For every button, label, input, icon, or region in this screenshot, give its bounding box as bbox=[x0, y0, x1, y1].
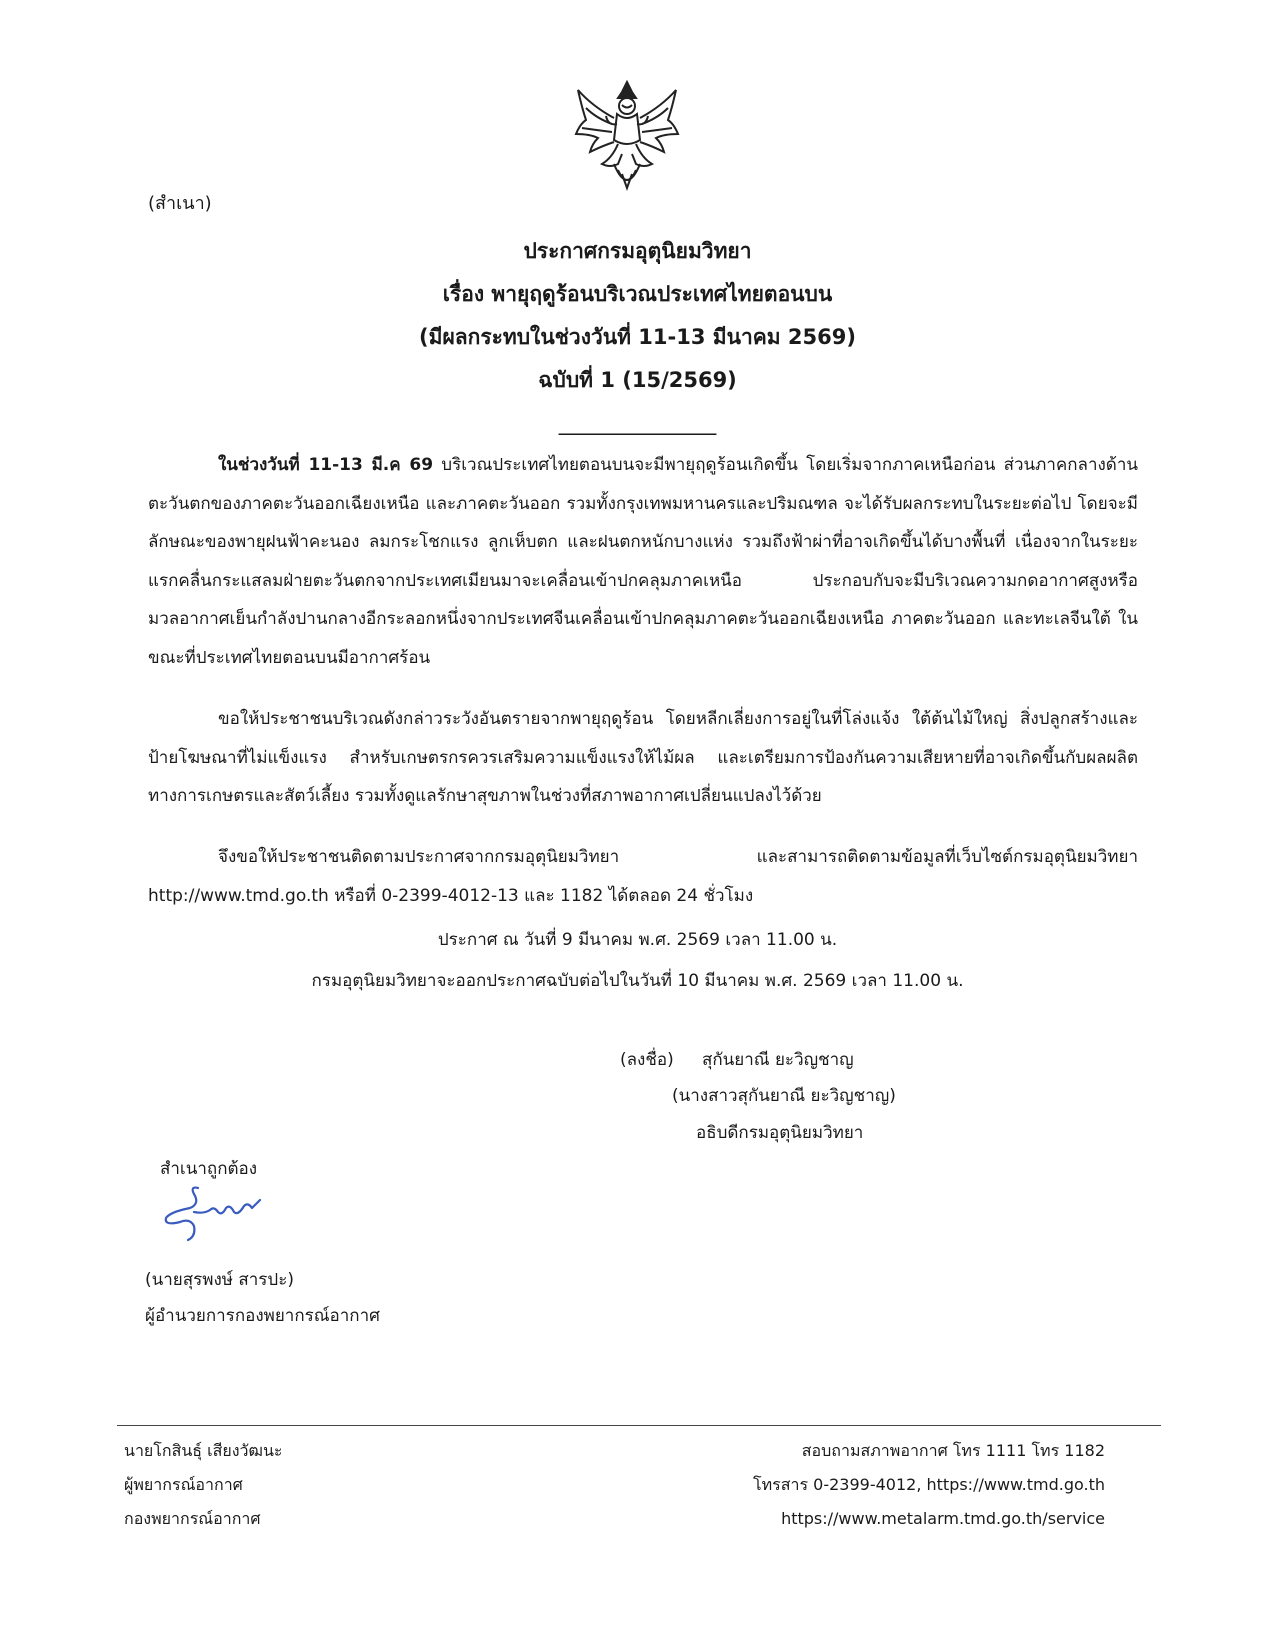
footer-forecaster-info bbox=[124, 1434, 283, 1536]
footer-divider bbox=[117, 1425, 1161, 1426]
signed-label: (ลงชื่อ) bbox=[620, 1050, 674, 1070]
paragraph-follow-up bbox=[148, 838, 1138, 915]
footer-contact-info bbox=[753, 1434, 1105, 1536]
service-link[interactable]: https://www.metalarm.tmd.go.th/service bbox=[781, 1509, 1105, 1528]
paragraph-lead: ในช่วงวันที่ 11-13 มี.ค 69 bbox=[218, 455, 434, 475]
handwritten-signature-icon bbox=[160, 1182, 270, 1244]
subject-line: เรื่อง พายุฤดูร้อนบริเวณประเทศไทยตอนบน bbox=[442, 282, 833, 306]
announce-date: ประกาศ ณ วันที่ 9 มีนาคม พ.ศ. 2569 เวลา 11.00 น. bbox=[437, 930, 838, 950]
signatory-full-name: (นางสาวสุกันยาณี ยะวิญชาญ) bbox=[672, 1086, 896, 1106]
paragraph-text: บริเวณประเทศไทยตอนบนจะมีพายุฤดูร้อนเกิดขึ้น โดยเริ่มจากภาคเหนือก่อน ส่วนภาคกลางด้านตะวันตกของภาคตะวันออกเฉียงเหนือ และภาคตะวันออก รวมทั้งกรุงเทพมหานครและปริมณฑล จะได้รับผลกระทบในระยะต่อไป โดยจะมีลักษณะของพายุฝนฟ้าคะนอง ลมกระโชกแรง ลูกเห็บตก และฝนตกหนักบางแห่ง รวมถึงฟ้าผ่าที่อาจเกิดขึ้นได้บางพื้นที่ เนื่องจากในระยะแรกคลื่นกระแสลมฝ่ายตะวันตกจากประเทศเมียนมาจะเคลื่อนเข้าปกคลุมภาคเหนือ ประกอบกับจะมีบริเวณความกดอากาศสูงหรือมวลอากาศเย็นกำลังปานกลางอีกระลอกหนึ่งจากประเทศจีนเคลื่อนเข้าปกคลุมภาคตะวันออกเฉียงเหนือ ภาคตะวันออก และทะเลจีนใต้ ในขณะที่ประเทศไทยตอนบนมีอากาศร้อน bbox=[148, 455, 1139, 668]
issue-number: ฉบับที่ 1 (15/2569) bbox=[538, 368, 737, 392]
paragraph-situation bbox=[148, 446, 1138, 677]
paragraph-advice bbox=[148, 700, 1138, 816]
certifier-name: (นายสุรพงษ์ สารปะ) bbox=[145, 1270, 294, 1290]
forecaster-role: ผู้พยากรณ์อากาศ bbox=[124, 1475, 243, 1494]
contact-fax-website: โทรสาร 0-2399-4012, https://www.tmd.go.th bbox=[753, 1475, 1105, 1494]
announcement-heading bbox=[0, 230, 1275, 445]
copy-label: (สำเนา) bbox=[148, 193, 212, 214]
garuda-emblem-icon bbox=[572, 78, 682, 198]
next-announcement: กรมอุตุนิยมวิทยาจะออกประกาศฉบับต่อไปในวันที่ 10 มีนาคม พ.ศ. 2569 เวลา 11.00 น. bbox=[311, 971, 964, 991]
contact-phone: สอบถามสภาพอากาศ โทร 1111 โทร 1182 bbox=[801, 1441, 1105, 1460]
signed-name: สุกันยาณี ยะวิญชาญ bbox=[702, 1050, 854, 1070]
page-title: ประกาศกรมอุตุนิยมวิทยา bbox=[523, 239, 752, 263]
paragraph-text: จึงขอให้ประชาชนติดตามประกาศจากกรมอุตุนิยมวิทยา และสามารถติดตามข้อมูลที่เว็บไซต์กรมอุตุนิยมวิทยา http://www.tmd.go.th หรือที่ 0-2399-4012-13 และ 1182 ได้ตลอด 24 ชั่วโมง bbox=[148, 847, 1138, 906]
signatory-position: อธิบดีกรมอุตุนิยมวิทยา bbox=[696, 1123, 864, 1143]
forecaster-division: กองพยากรณ์อากาศ bbox=[124, 1509, 261, 1528]
paragraph-text: ขอให้ประชาชนบริเวณดังกล่าวระวังอันตรายจากพายุฤดูร้อน โดยหลีกเลี่ยงการอยู่ในที่โล่งแจ้ง ใต้ต้นไม้ใหญ่ สิ่งปลูกสร้างและป้ายโฆษณาที่ไม่แข็งแรง สำหรับเกษตรกรควรเสริมความแข็งแรงให้ไม้ผล และเตรียมการป้องกันความเสียหายที่อาจเกิดขึ้นกับผลผลิตทางการเกษตรและสัตว์เลี้ยง รวมทั้งดูแลรักษาสุขภาพในช่วงที่สภาพอากาศเปลี่ยนแปลงไว้ด้วย bbox=[148, 709, 1138, 806]
impact-period: (มีผลกระทบในช่วงวันที่ 11-13 มีนาคม 2569) bbox=[419, 325, 856, 349]
certifier-position: ผู้อำนวยการกองพยากรณ์อากาศ bbox=[145, 1306, 380, 1326]
certified-copy-label: สำเนาถูกต้อง bbox=[160, 1159, 258, 1179]
forecaster-name: นายโกสินธุ์ เสียงวัฒนะ bbox=[124, 1441, 283, 1460]
title-divider: _______________ bbox=[558, 411, 717, 435]
